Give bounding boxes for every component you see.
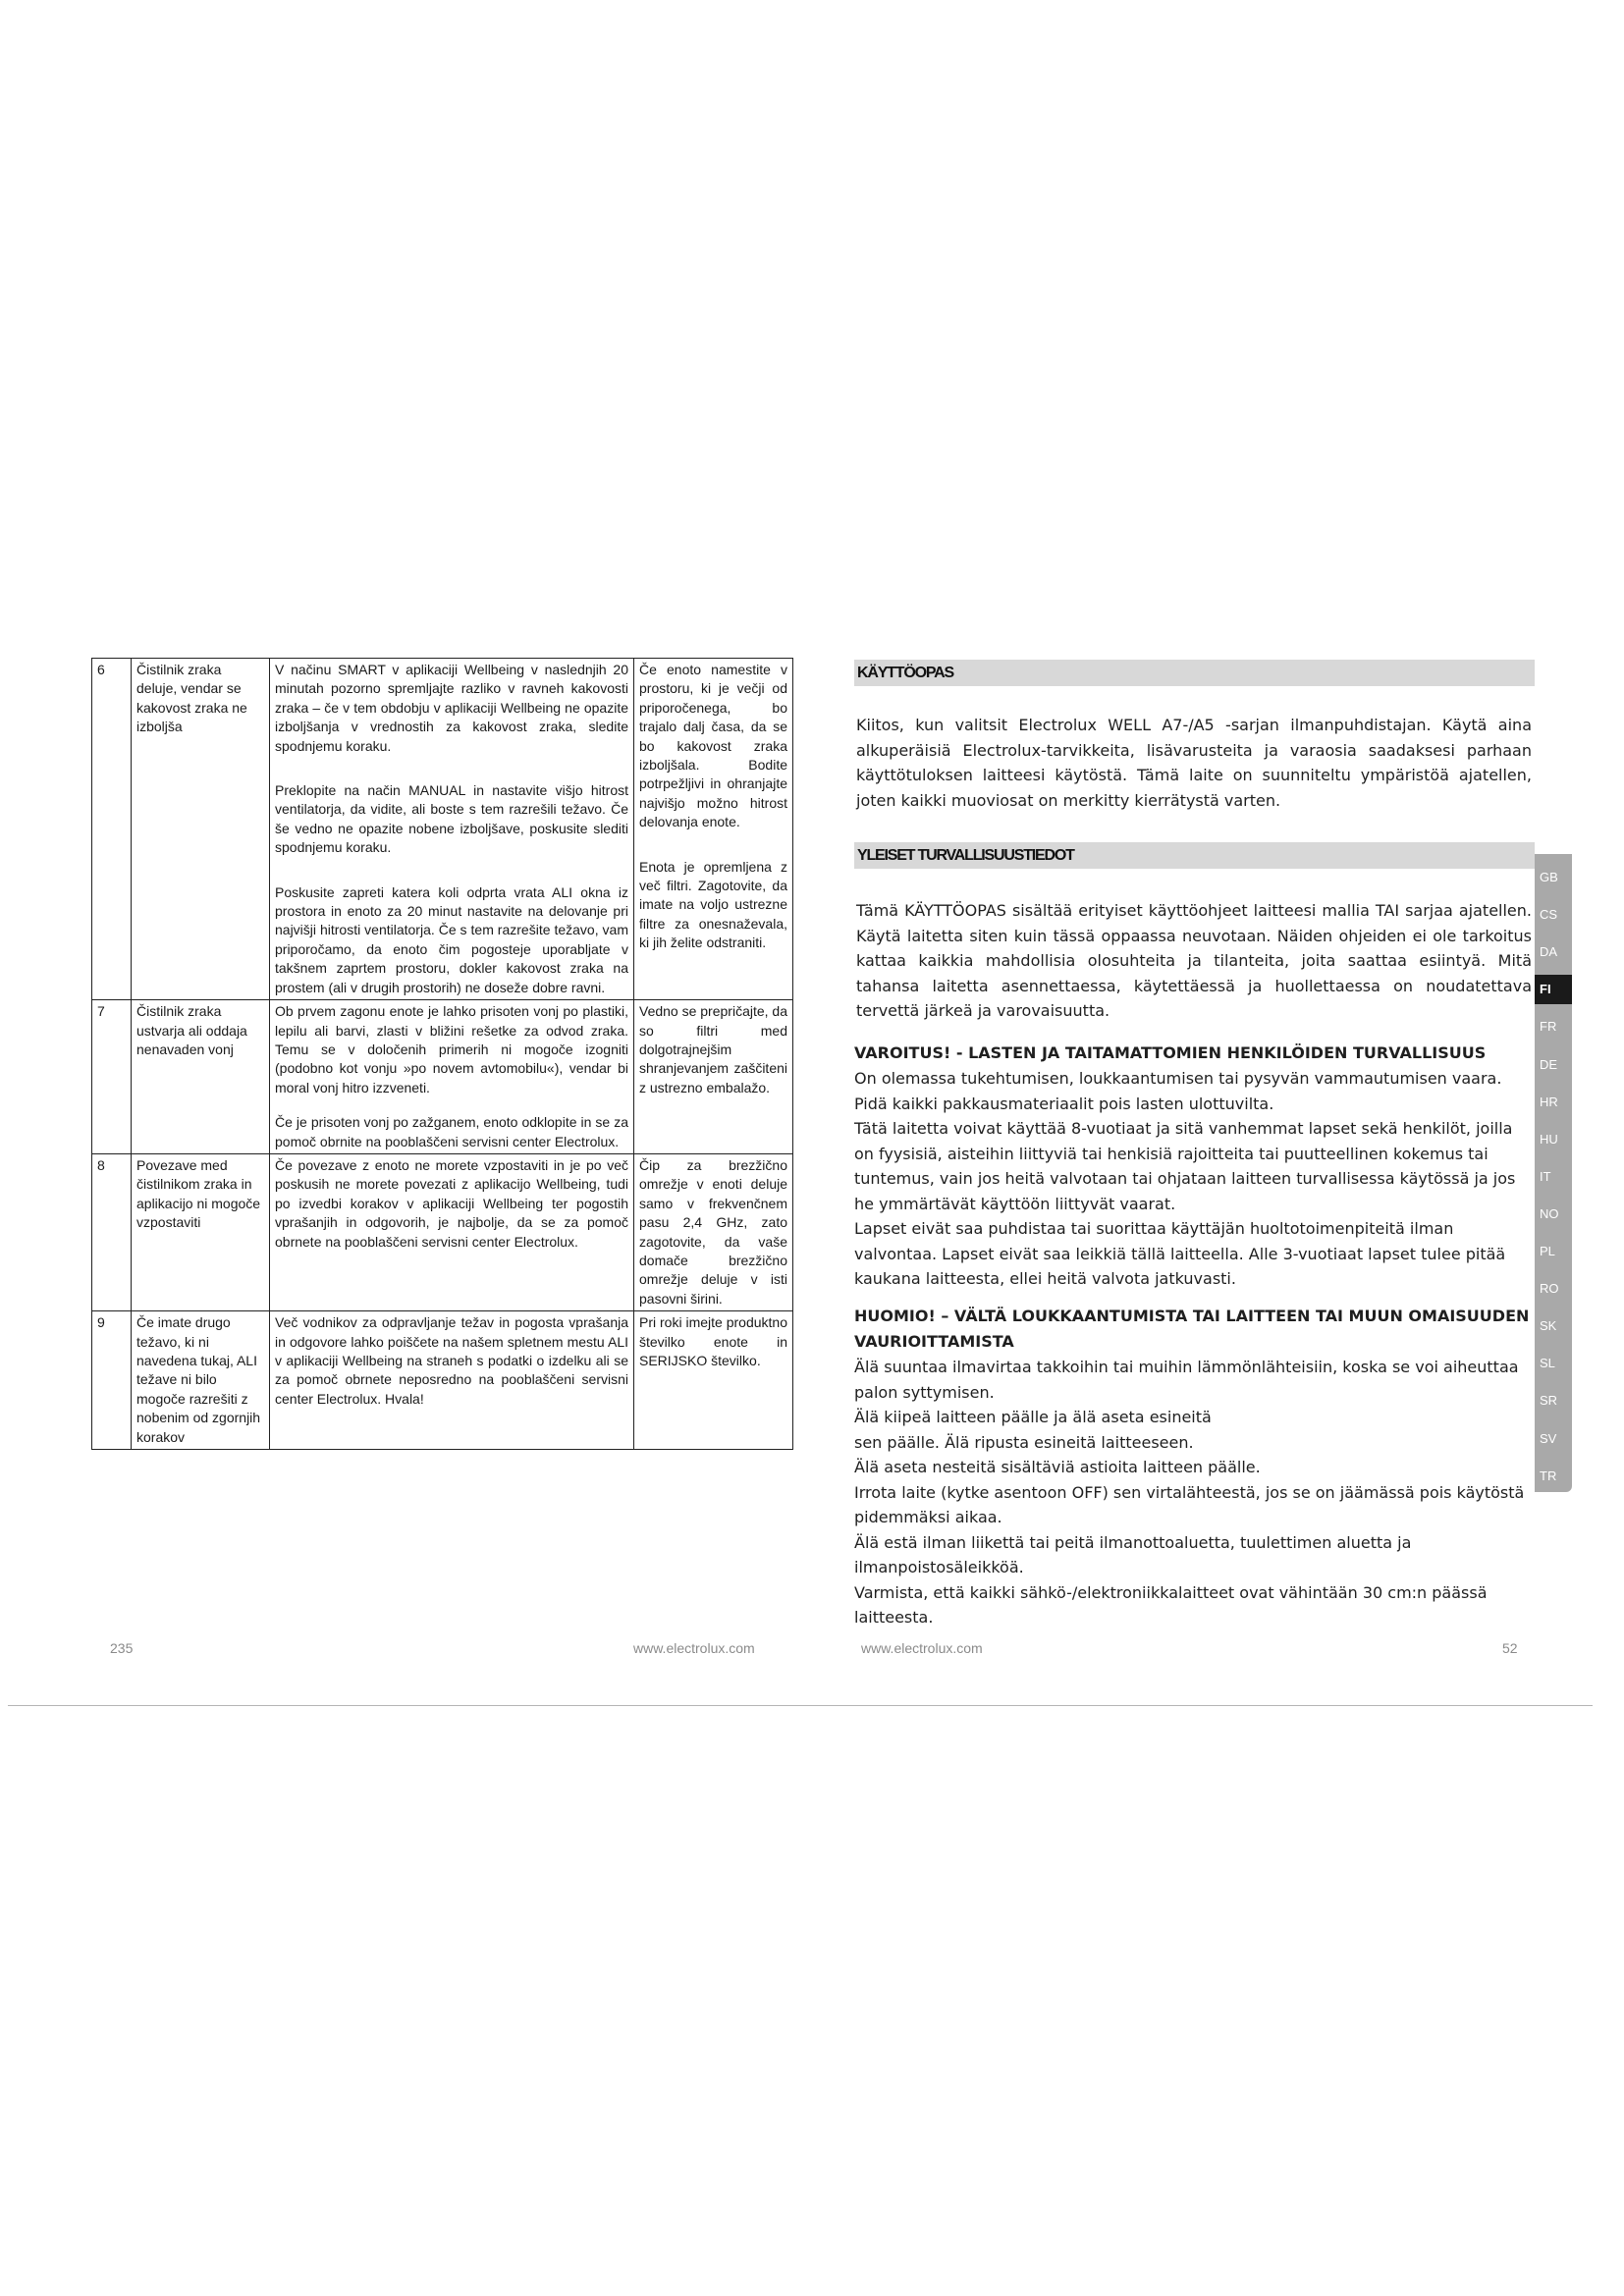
problem-cell: Če imate drugo težavo, ki ni navedena tukaj, ALI težave ni bilo mogoče razrešiti z nobenim od zgornjih korakov xyxy=(132,1311,270,1450)
table-row xyxy=(92,1311,793,1450)
note-cell xyxy=(634,1311,793,1450)
problem-cell: Čistilnik zraka ustvarja ali oddaja nenavaden vonj xyxy=(132,1000,270,1154)
note-text: Enota je opremljena z več filtri. Zagotovite, da imate na voljo ustrezne filtre za onesnaževala, ki jih želite odstraniti. xyxy=(639,858,787,951)
language-tab-tr[interactable]: TR xyxy=(1540,1468,1557,1483)
table-row xyxy=(92,1153,793,1310)
language-tab-no[interactable]: NO xyxy=(1540,1205,1559,1221)
note-text: Pri roki imejte produktno številko enote in SERIJSKO številko. xyxy=(639,1314,787,1368)
language-tab-hu[interactable]: HU xyxy=(1540,1131,1558,1147)
language-tab-fr[interactable]: FR xyxy=(1540,1019,1557,1035)
language-tab-gb[interactable]: GB xyxy=(1540,870,1558,884)
language-tab-de[interactable]: DE xyxy=(1540,1056,1558,1072)
section-title-kayttoopas: KÄYTTÖOPAS xyxy=(854,660,1535,686)
page-divider-line xyxy=(8,1705,1593,1706)
solution-text: Če je prisoten vonj po zažganem, enoto odklopite in se za pomoč obrnite na pooblaščeni servisni center Electrolux. xyxy=(275,1114,628,1149)
row-number: 6 xyxy=(92,659,132,1000)
warning-heading: VAROITUS! - LASTEN JA TAITAMATTOMIEN HENKILÖIDEN TURVALLISUUS xyxy=(854,1043,1487,1062)
note-text: Vedno se prepričajte, da so filtri med dolgotrajnejšim shranjevanjem zaščiteni z ustrezno embalažo. xyxy=(639,1003,787,1095)
problem-cell: Čistilnik zraka deluje, vendar se kakovost zraka ne izboljša xyxy=(132,659,270,1000)
caution-heading: HUOMIO! – VÄLTÄ LOUKKAANTUMISTA TAI LAITTEEN TAI MUUN OMAISUUDEN VAURIOITTAMISTA xyxy=(854,1307,1530,1351)
caution-line: sen päälle. Älä ripusta esineitä laitteeseen. xyxy=(854,1432,1194,1452)
language-tab-pl[interactable]: PL xyxy=(1540,1244,1555,1258)
solution-text: Poskusite zapreti katera koli odprta vrata ALI okna iz prostora in enoto za 20 minut nastavite na delovanje pri najvišji hitrosti ventilatorja. Če s tem razrešite težavo, vam priporočamo, da enoto čim pogosteje uporabljate v takšnem zaprtem prostoru, dokler kakovost zraka na prostem (ali v drugih prostorih) ne doseže dobre ravni. xyxy=(275,883,628,995)
note-cell xyxy=(634,1000,793,1154)
language-tab-it[interactable]: IT xyxy=(1540,1168,1551,1184)
language-tab-da[interactable]: DA xyxy=(1540,944,1558,960)
solution-text: Več vodnikov za odpravljanje težav in pogosta vprašanja in odgovore lahko poiščete na našem spletnem mestu ALI v aplikaciji Wellbeing na straneh s podatki o izdelku ali se za pomoč obrnete neposredno na pooblaščeni servisni center Electrolux. Hvala! xyxy=(275,1314,628,1407)
right-footer-url[interactable]: www.electrolux.com xyxy=(861,1640,983,1656)
solution-cell xyxy=(270,1000,634,1154)
solution-cell xyxy=(270,659,634,1000)
note-cell xyxy=(634,659,793,1000)
language-tab-fi[interactable]: FI xyxy=(1535,975,1572,1004)
caution-line: Älä estä ilman liikettä tai peitä ilmanottoaluetta, tuulettimen aluetta ja ilmanpoistosäleikköä. xyxy=(854,1532,1412,1576)
general-safety-paragraph: Tämä KÄYTTÖOPAS sisältää erityiset käyttöohjeet laitteesi mallia TAI sarjaa ajatellen. Käytä laitetta siten kuin tässä oppaassa neuvotaan. Näiden ohjeiden ei ole tarkoitus kattaa kaikkia mahdollisia olosuhteita ja tilanteita, joita saattaa esiintyä. Mitä tahansa laitetta asennettaessa, käytettäessä ja huollettaessa on noudatettava tervettä järkeä ja varovaisuutta. xyxy=(856,901,1532,1020)
row-number: 9 xyxy=(92,1311,132,1450)
warning-section xyxy=(854,1041,1534,1292)
note-text: Če enoto namestite v prostoru, ki je večji od priporočenega, bo trajalo dalj časa, da se bo kakovost zraka izboljšala. Bodite potrpežljivi in ohranjajte najvišjo možno hitrost delovanja enote. xyxy=(639,662,787,830)
note-text: Čip za brezžično omrežje v enoti deluje samo v frekvenčnem pasu 2,4 GHz, zato zagotovite, da vaše domače brezžično omrežje deluje v isti pasovni širini. xyxy=(639,1156,787,1307)
language-tab-hr[interactable]: HR xyxy=(1540,1094,1558,1109)
language-tab-cs[interactable]: CS xyxy=(1540,907,1558,923)
table-row xyxy=(92,659,793,1000)
solution-text: Ob prvem zagonu enote je lahko prisoten vonj po plastiki, lepilu ali barvi, zlasti v bližini rešetke za odvod zraka. Temu se v določenih primerih ni mogoče izogniti (podobno kot vonju »po novem avtomobilu«), vendar bi moral vonj hitro izzveneti. xyxy=(275,1003,628,1095)
language-tab-sk[interactable]: SK xyxy=(1540,1318,1557,1334)
left-footer-url[interactable]: www.electrolux.com xyxy=(633,1640,755,1656)
solution-text: V načinu SMART v aplikaciji Wellbeing v naslednjih 20 minutah pozorno spremljajte razliko v ravneh kakovosti zraka – če v tem obdobju v aplikaciji Wellbeing ne opazite izboljšanja v vrednostih za kakovost zraka, sledite spodnjemu koraku. xyxy=(275,662,628,754)
language-tab-sv[interactable]: SV xyxy=(1540,1430,1557,1446)
troubleshooting-table xyxy=(91,658,793,1450)
row-number: 7 xyxy=(92,1000,132,1154)
caution-line: Älä aseta nesteitä sisältäviä astioita laitteen päälle. xyxy=(854,1458,1261,1476)
language-tab-sr[interactable]: SR xyxy=(1540,1393,1558,1409)
caution-line: Irrota laite (kytke asentoon OFF) sen virtalähteestä, jos se on jäämässä pois käytöstä pidemmäksi aikaa. xyxy=(854,1482,1525,1526)
section-title-safety: YLEISET TURVALLISUUSTIEDOT xyxy=(854,842,1535,869)
caution-line: Älä kiipeä laitteen päälle ja älä aseta esineitä xyxy=(854,1408,1212,1426)
caution-section xyxy=(854,1304,1534,1630)
table-row xyxy=(92,1000,793,1154)
warning-paragraph: Tätä laitetta voivat käyttää 8-vuotiaat ja sitä vanhemmat lapset sekä henkilöt, joilla on fyysisiä, aisteihin liittyviä tai henkisiä rajoitteita tai puutteellinen kokemus tai tuntemus, vain jos heitä valvotaan tai ohjataan laitteen turvallisessa käytössä ja jos he ymmärtävät käyttöön liittyvät vaarat. xyxy=(854,1119,1516,1213)
language-tab-ro[interactable]: RO xyxy=(1540,1281,1559,1297)
intro-paragraph: Kiitos, kun valitsit Electrolux WELL A7-/A5 -sarjan ilmanpuhdistajan. Käytä aina alkuperäisiä Electrolux-tarvikkeita, lisävarusteita ja varaosia saadaksesi parhaan käyttötuloksen laitteesi käytöstä. Tämä laite on suunniteltu ympäristöä ajatellen, joten kaikki muoviosat on merkitty kierrätystä varten. xyxy=(856,716,1532,810)
row-number: 8 xyxy=(92,1153,132,1310)
left-page-number: 235 xyxy=(110,1640,134,1656)
problem-cell: Povezave med čistilnikom zraka in aplikacijo ni mogoče vzpostaviti xyxy=(132,1153,270,1310)
caution-line: Varmista, että kaikki sähkö-/elektroniikkalaitteet ovat vähintään 30 cm:n päässä laitteesta. xyxy=(854,1582,1488,1627)
language-tabs xyxy=(1535,854,1572,1492)
solution-text: Preklopite na način MANUAL in nastavite višjo hitrost ventilatorja, da vidite, ali boste s tem razrešili težavo. Če še vedno ne opazite nobene izboljšave, poskusite slediti spodnjemu koraku. xyxy=(275,782,628,856)
solution-cell xyxy=(270,1311,634,1450)
warning-paragraph: On olemassa tukehtumisen, loukkaantumisen tai pysyvän vammautumisen vaara. Pidä kaikki pakkausmateriaalit pois lasten ulottuvilta. xyxy=(854,1069,1502,1113)
right-page-number: 52 xyxy=(1502,1640,1518,1656)
solution-cell xyxy=(270,1153,634,1310)
note-cell xyxy=(634,1153,793,1310)
language-tab-sl[interactable]: SL xyxy=(1540,1356,1555,1371)
solution-text: Če povezave z enoto ne morete vzpostaviti in je po več poskusih ne morete povezati z aplikacijo Wellbeing, tudi po izvedbi korakov v aplikaciji Wellbeing ter pogostih vprašanjih in odgovorih, je najbolje, da se za pomoč obrnete na pooblaščeni servisni center Electrolux. xyxy=(275,1156,628,1250)
warning-paragraph: Lapset eivät saa puhdistaa tai suorittaa käyttäjän huoltotoimenpiteitä ilman valvontaa. Lapset eivät saa leikkiä tällä laitteella. Alle 3-vuotiaat lapset tulee pitää kaukana laitteesta, ellei heitä valvota jatkuvasti. xyxy=(854,1219,1506,1288)
caution-line: Älä suuntaa ilmavirtaa takkoihin tai muihin lämmönlähteisiin, koska se voi aiheuttaa palon syttymisen. xyxy=(854,1358,1519,1402)
